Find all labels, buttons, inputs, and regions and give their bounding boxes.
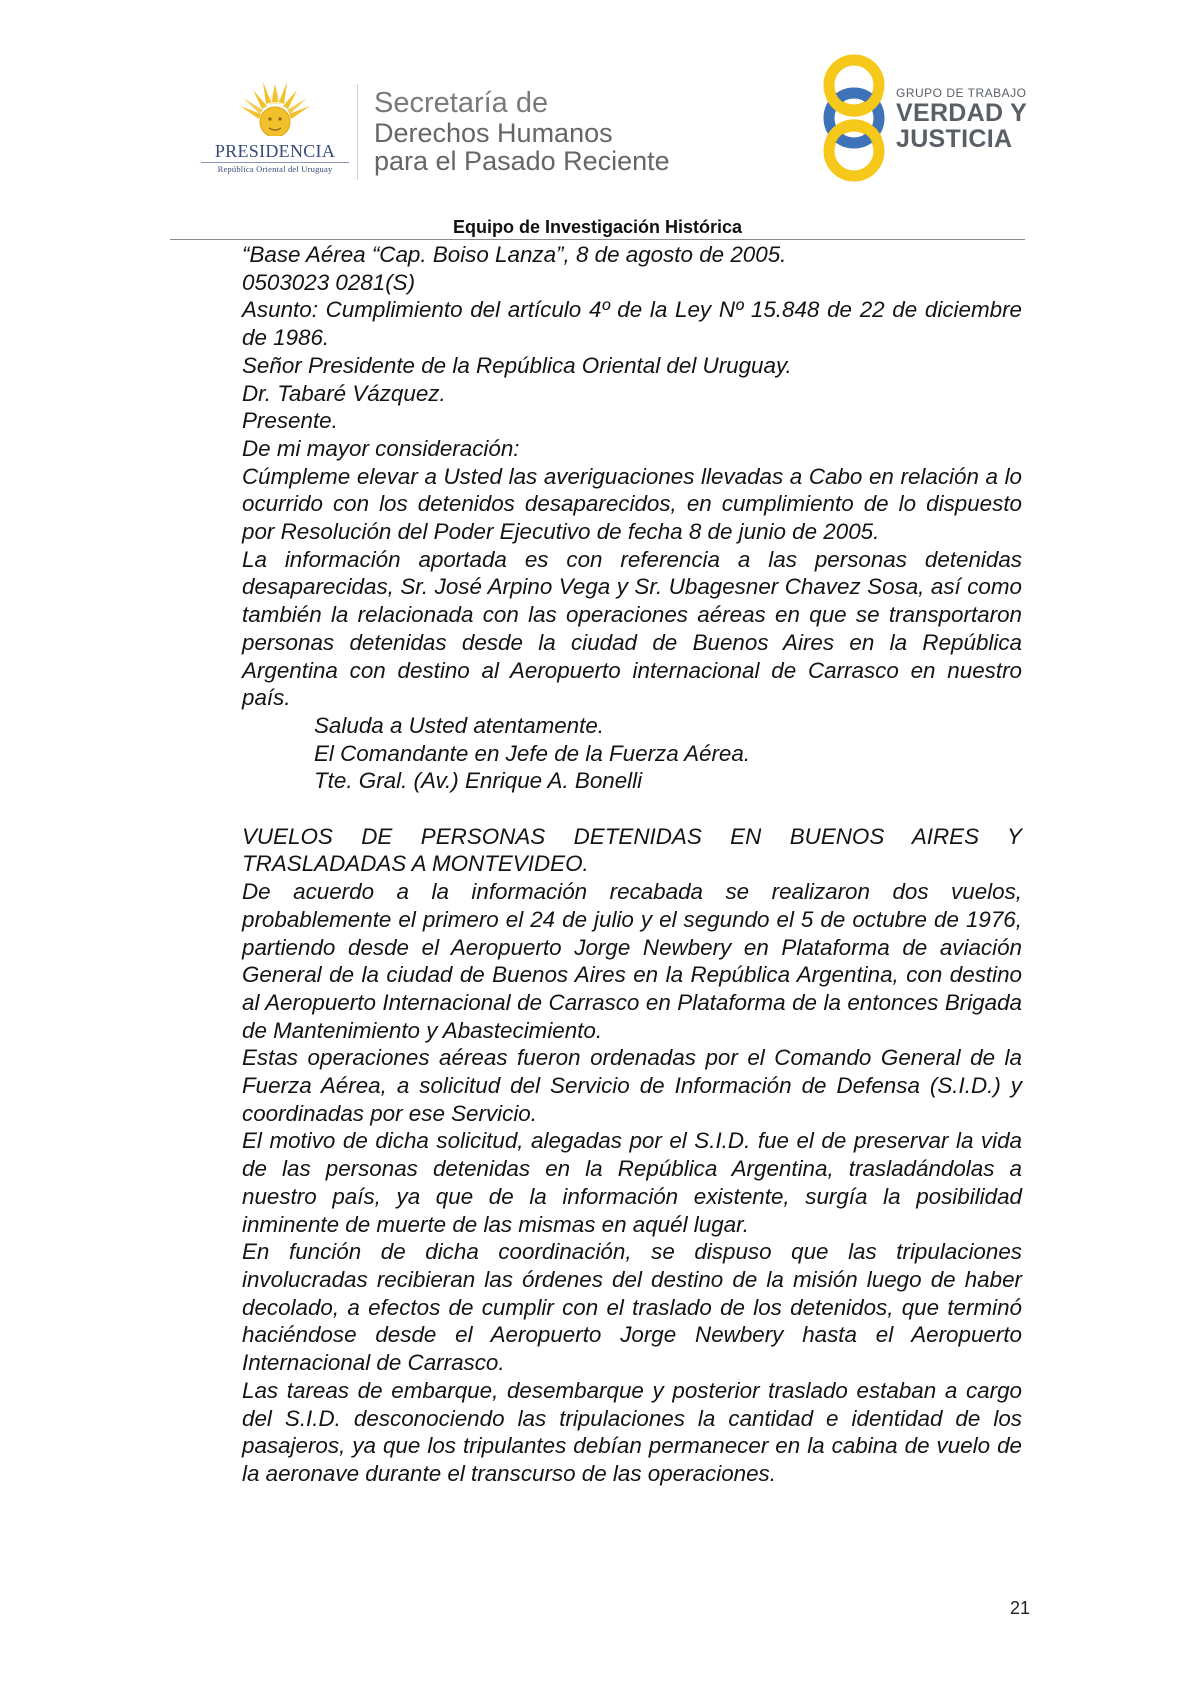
- secretaria-line-1: Secretaría de: [374, 87, 549, 119]
- secretaria-title: [374, 87, 670, 175]
- signatory-title: El Comandante en Jefe de la Fuerza Aérea.: [314, 740, 751, 766]
- secretaria-line-2: Derechos Humanos: [374, 118, 613, 148]
- letter-closing: Saluda a Usted atentamente.: [314, 712, 605, 738]
- letter-salutation: De mi mayor consideración:: [242, 435, 520, 461]
- body-paragraph: Cúmpleme elevar a Usted las averiguaciones llevadas a Cabo en relación a lo ocurrido con los detenidos desaparecidos, en cumplimiento de lo dispuesto por Resolución del Poder Ejecutivo de fecha 8 de junio de 2005.: [242, 463, 1022, 545]
- body-paragraph: Estas operaciones aéreas fueron ordenadas por el Comando General de la Fuerza Aérea, a solicitud del Servicio de Información de Defensa (S.I.D.) y coordinadas por ese Servicio.: [242, 1045, 1022, 1126]
- secretaria-line-3: para el Pasado Reciente: [374, 146, 670, 176]
- letter-recipient: Señor Presidente de la República Oriental del Uruguay.: [242, 352, 792, 378]
- letter-subject: Asunto: Cumplimiento del artículo 4º de la Ley Nº 15.848 de 22 de diciembre de 1986.: [242, 297, 1022, 351]
- signatory-name: Tte. Gral. (Av.) Enrique A. Bonelli: [314, 768, 643, 794]
- section-heading: VUELOS DE PERSONAS DETENIDAS EN BUENOS AIRES Y TRASLADADAS A MONTEVIDEO.: [242, 823, 1022, 877]
- document-body: [242, 241, 1022, 1488]
- sun-emblem-icon: [235, 78, 315, 140]
- team-title: Equipo de Investigación Histórica: [452, 217, 743, 237]
- page-number: 21: [1009, 1598, 1030, 1618]
- verdad-justicia-logo: [818, 54, 1028, 184]
- body-paragraph: Las tareas de embarque, desembarque y posterior traslado estaban a cargo del S.I.D. desconociendo las tripulaciones la cantidad e identidad de los pasajeros, ya que los tripulantes debían permanecer en la cabina de vuelo de la aeronave durante el transcurso de las operaciones.: [242, 1377, 1022, 1486]
- letter-presente: Presente.: [242, 408, 338, 434]
- presidencia-name: PRESIDENCIA: [214, 141, 336, 161]
- body-paragraph: La información aportada es con referencia a las personas detenidas desaparecidas, Sr. José Arpino Vega y Sr. Ubagesner Chavez Sosa, así como también la relacionada con las operaciones aéreas en que se transportaron personas detenidas desde la ciudad de Buenos Aires en la República Argentina con destino al Aeropuerto internacional de Carrasco en nuestro país.: [242, 546, 1022, 711]
- header-rule: [170, 239, 1025, 240]
- presidencia-logo: [195, 78, 355, 178]
- letter-place-date: “Base Aérea “Cap. Boiso Lanza”, 8 de agosto de 2005.: [242, 242, 787, 267]
- interlocked-rings-icon: [818, 54, 890, 184]
- presidencia-subtitle: República Oriental del Uruguay: [217, 164, 333, 174]
- logo-divider: [357, 84, 358, 180]
- body-paragraph: El motivo de dicha solicitud, alegadas por el S.I.D. fue el de preservar la vida de las personas detenidas en la República Argentina, trasladándolas a nuestro país, ya que de la información existente, surgía la posibilidad inminente de muerte de las mismas en aquél lugar.: [242, 1128, 1022, 1237]
- presidencia-divider: [201, 162, 349, 163]
- body-paragraph: En función de dicha coordinación, se dispuso que las tripulaciones involucradas recibieran las órdenes del destino de la misión luego de haber decolado, a efectos de cumplir con el traslado de los detenidos, que terminó haciéndose desde el Aeropuerto Jorge Newbery hasta el Aeropuerto Internacional de Carrasco.: [242, 1239, 1022, 1376]
- gtvj-line-2: VERDAD Y: [896, 99, 1028, 127]
- letter-recipient-name: Dr. Tabaré Vázquez.: [242, 380, 446, 406]
- gtvj-line-3: JUSTICIA: [896, 125, 1013, 153]
- gtvj-line-1: GRUPO DE TRABAJO: [896, 86, 1027, 100]
- blank-line: [242, 795, 1022, 823]
- body-paragraph: De acuerdo a la información recabada se realizaron dos vuelos, probablemente el primero el 24 de julio y el segundo el 5 de octubre de 1976, partiendo desde el Aeropuerto Jorge Newbery en Plataforma de aviación General de la ciudad de Buenos Aires en la República Argentina, con destino al Aeropuerto Internacional de Carrasco en Plataforma de la entonces Brigada de Mantenimiento y Abastecimiento.: [242, 879, 1022, 1043]
- letter-reference: 0503023 0281(S): [242, 269, 416, 295]
